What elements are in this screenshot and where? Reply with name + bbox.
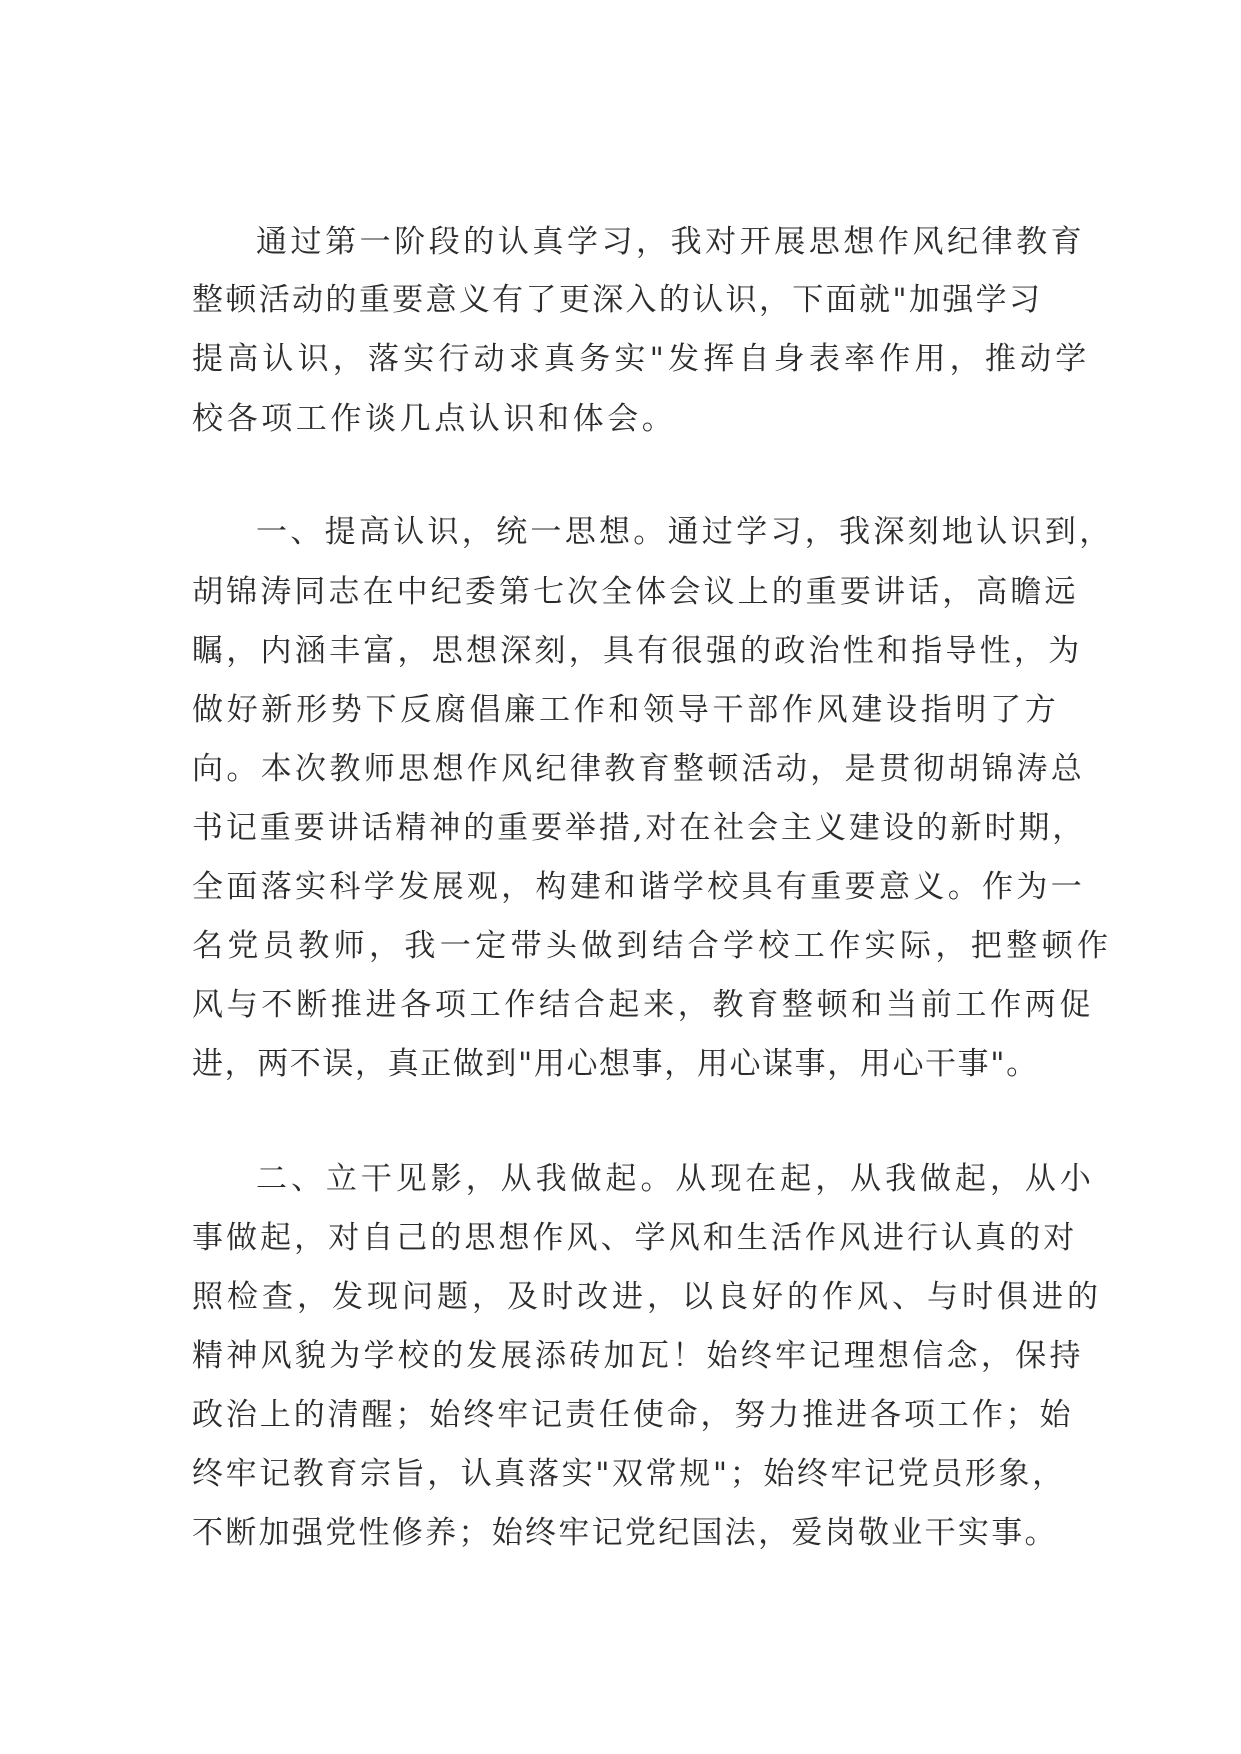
paragraph-line: 政治上的清醒；始终牢记责任使命，努力推进各项工作；始 [192,1397,1074,1433]
paragraph-line: 通过第一阶段的认真学习，我对开展思想作风纪律教育 [256,224,1086,260]
paragraph-line: 二、立干见影，从我做起。从现在起，从我做起，从小 [256,1161,1095,1197]
paragraph-line: 照检查，发现问题，及时改进，以良好的作风、与时俱进的 [192,1279,1102,1315]
paragraph-line: 瞩，内涵丰富，思想深刻，具有很强的政治性和指导性，为 [192,633,1083,669]
paragraph-line: 书记重要讲话精神的重要举措,对在社会主义建设的新时期， [192,810,1087,846]
paragraph-line: 进，两不误，真正做到"用心想事，用心谋事，用心干事"。 [192,1046,1039,1082]
paragraph-line: 名党员教师，我一定带头做到结合学校工作实际，把整顿作 [192,928,1113,964]
paragraph-line: 校各项工作谈几点认识和体会。 [192,401,677,437]
paragraph-line: 风与不断推进各项工作结合起来，教育整顿和当前工作两促 [192,987,1095,1023]
paragraph-line: 提高认识，落实行动求真务实"发挥自身表率作用，推动学 [192,341,1091,377]
paragraph-line: 做好新形势下反腐倡廉工作和领导干部作风建设指明了方 [192,692,1060,728]
paragraph-line: 事做起，对自己的思想作风、学风和生活作风进行认真的对 [192,1220,1078,1256]
paragraph-line: 一、提高认识，统一思想。通过学习，我深刻地认识到， [256,514,1114,550]
paragraph-line: 胡锦涛同志在中纪委第七次全体会议上的重要讲话，高瞻远 [192,574,1079,610]
paragraph-line: 全面落实科学发展观，构建和谐学校具有重要意义。作为一 [192,869,1086,905]
paragraph-line: 不断加强党性修养；始终牢记党纪国法，爱岗敬业干实事。 [192,1515,1058,1551]
paragraph-line: 整顿活动的重要意义有了更深入的认识，下面就"加强学习 [192,282,1043,318]
paragraph-line: 向。本次教师思想作风纪律教育整顿活动，是贯彻胡锦涛总 [192,751,1086,787]
paragraph-line: 终牢记教育宗旨，认真落实"双常规"；始终牢记党员形象， [192,1456,1066,1492]
paragraph-line: 精神风貌为学校的发展添砖加瓦！始终牢记理想信念，保持 [192,1338,1084,1374]
